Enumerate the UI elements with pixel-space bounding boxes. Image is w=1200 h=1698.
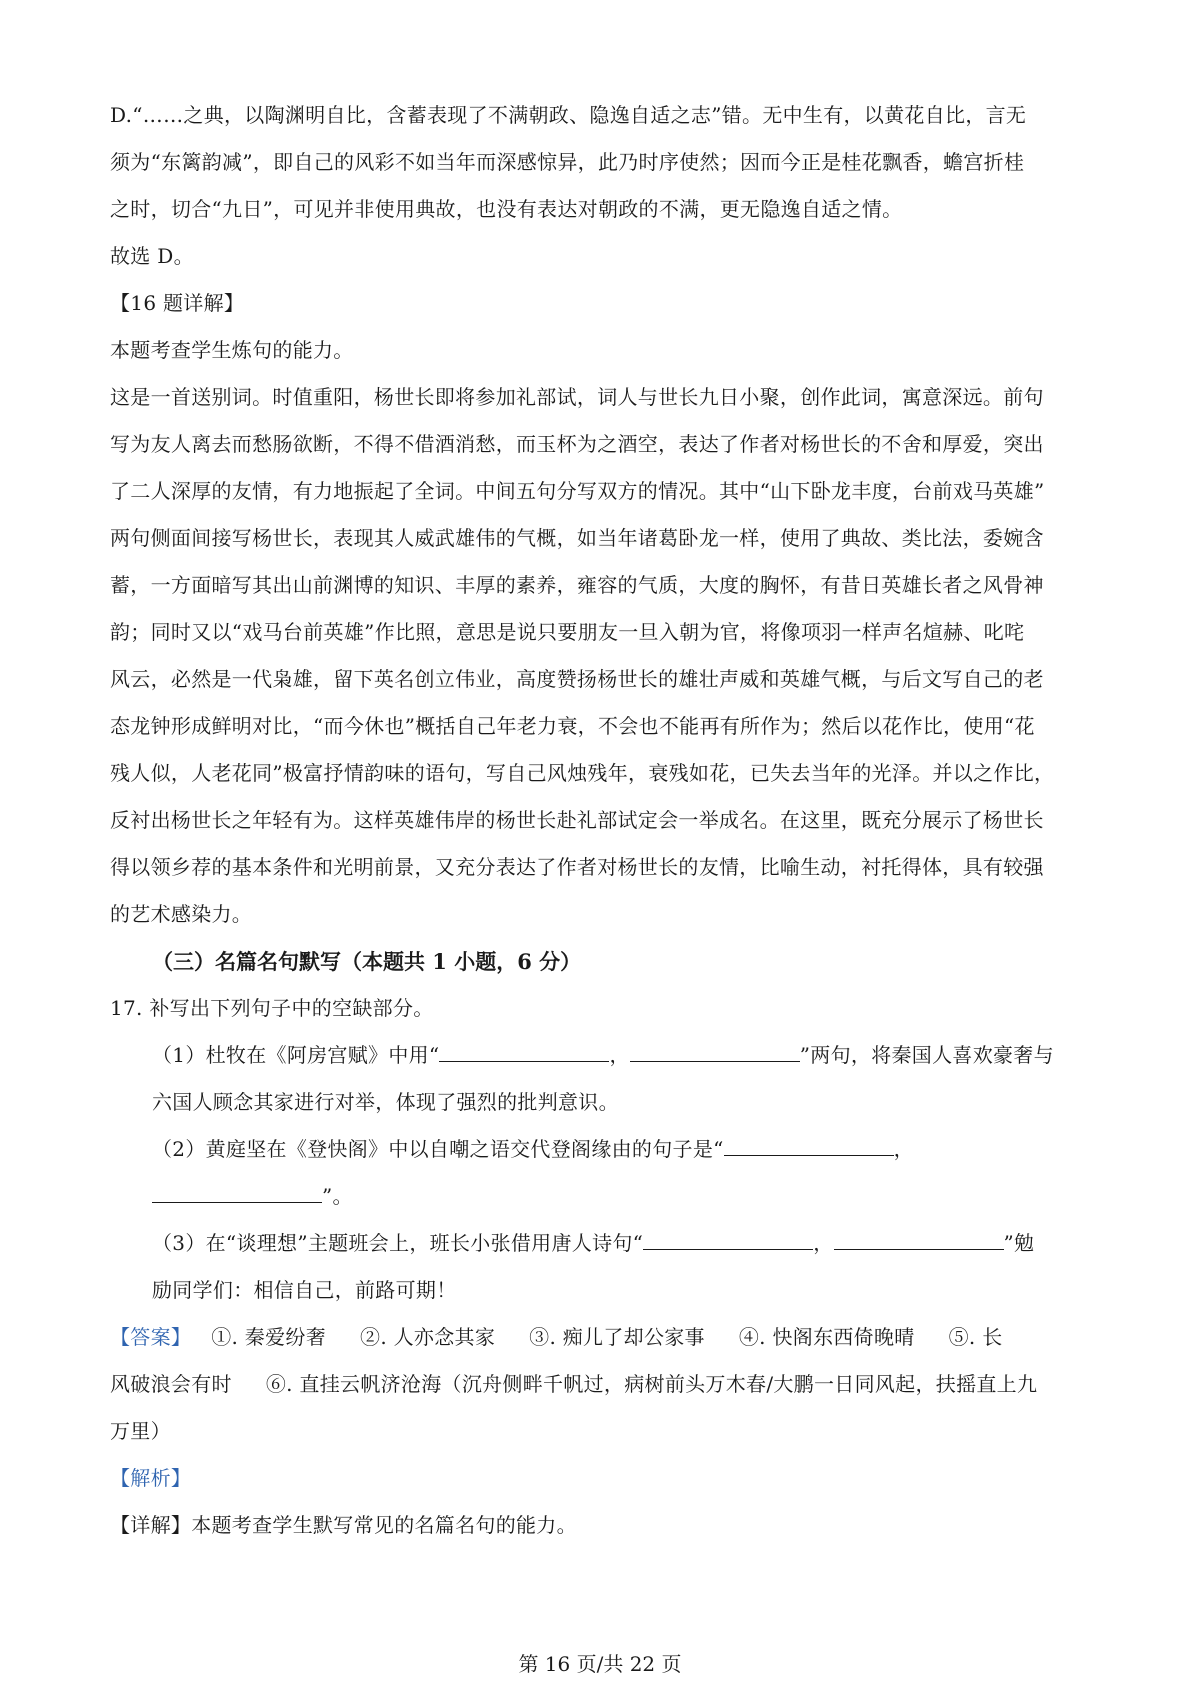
answer-blank[interactable] [724,1129,894,1156]
answer-line: 万里） [110,1419,171,1443]
q16-intro: 本题考查学生炼句的能力。 [110,338,354,362]
q17-item2-end: ”。 [322,1184,353,1208]
q15-d-line3: 之时，切合“九日”，可见并非使用典故，也没有表达对朝政的不满，更无隐逸自适之情。 [110,197,903,221]
answer-blank[interactable] [630,1035,800,1062]
answer-item: ①. 秦爱纷奢 [211,1325,327,1349]
q17-item2-cont [110,1173,1110,1220]
answer-item: ⑥. 直挂云帆济沧海（沉舟侧畔千帆过，病树前头万木春/大鹏一日同风起，扶摇直上九 [265,1372,1038,1396]
answer-blank[interactable] [439,1035,609,1062]
answer-blank[interactable] [643,1223,813,1250]
q17-item2 [110,1126,1110,1173]
document-page [110,92,1110,1549]
q17-item2-prefix: （2）黄庭坚在《登快阁》中以自嘲之语交代登阁缘由的句子是“ [152,1137,724,1161]
page-footer: 第 16 页/共 22 页 [518,1652,682,1676]
answer-tag: 【答案】 [110,1325,192,1349]
answer-line [110,1361,1110,1408]
q17-item1-prefix: （1）杜牧在《阿房宫赋》中用“ [152,1043,440,1067]
answer-item: ⑤. 长 [948,1325,1003,1349]
q17-item3 [110,1220,1110,1267]
q16-para-line: 两句侧面间接写杨世长，表现其人威武雄伟的气概，如当年诸葛卧龙一样，使用了典故、类比法，委婉含 [110,526,1044,550]
answer-item: ②. 人亦念其家 [360,1325,496,1349]
q17-item1-suffix: ”两句，将秦国人喜欢豪奢与 [799,1043,1054,1067]
q16-para-line: 了二人深厚的友情，有力地振起了全词。中间五句分写双方的情况。其中“山下卧龙丰度，台前戏马英雄” [110,479,1045,503]
q16-para-line: 韵；同时又以“戏马台前英雄”作比照，意思是说只要朋友一旦入朝为官，将像项羽一样声名煊赫、叱咤 [110,620,1025,644]
q16-para-line: 反衬出杨世长之年轻有为。这样英雄伟岸的杨世长赴礼部试定会一举成名。在这里，既充分展示了杨世长 [110,808,1044,832]
q16-para-line: 这是一首送别词。时值重阳，杨世长即将参加礼部试，词人与世长九日小聚，创作此词，寓意深远。前句 [110,385,1044,409]
q15-conclusion: 故选 D。 [110,244,194,268]
answer-blank[interactable] [834,1223,1004,1250]
answer-line [110,1314,1110,1361]
q15-d-line2: 须为“东篱韵减”，即自己的风彩不如当年而深感惊异，此乃时序使然；因而今正是桂花飘香，蟾宫折桂 [110,150,1025,174]
q17-item3-cont: 励同学们：相信自己，前路可期！ [152,1278,457,1302]
q17-item1-cont: 六国人顾念其家进行对举，体现了强烈的批判意识。 [152,1090,619,1114]
q16-para-line: 残人似，人老花同”极富抒情韵味的语句，写自己风烛残年，衰残如花，已失去当年的光泽。并以之作比， [110,761,1055,785]
q17-item2-comma: ， [893,1137,914,1161]
analysis-tag: 【解析】 [110,1466,192,1490]
q16-para-line: 风云，必然是一代枭雄，留下英名创立伟业，高度赞扬杨世长的雄壮声威和英雄气概，与后文写自己的老 [110,667,1044,691]
section-heading: （三）名篇名句默写（本题共 1 小题，6 分） [152,949,582,974]
q16-para-line: 的艺术感染力。 [110,902,253,926]
q17-stem: 17. 补写出下列句子中的空缺部分。 [110,996,434,1020]
q17-item1-comma: ， [609,1043,630,1067]
answer-item: ③. 痴儿了却公家事 [529,1325,705,1349]
q16-para-line: 写为友人离去而愁肠欲断，不得不借酒消愁，而玉杯为之酒空，表达了作者对杨世长的不舍和厚爱，突出 [110,432,1044,456]
q17-item3-suffix: ”勉 [1003,1231,1035,1255]
q16-para-line: 蓄，一方面暗写其出山前渊博的知识、丰厚的素养，雍容的气质，大度的胸怀，有昔日英雄长者之风骨神 [110,573,1044,597]
analysis-detail: 【详解】本题考查学生默写常见的名篇名句的能力。 [110,1513,577,1537]
q17-item3-prefix: （3）在“谈理想”主题班会上，班长小张借用唐人诗句“ [152,1231,644,1255]
q16-para-line: 得以领乡荐的基本条件和光明前景，又充分表达了作者对杨世长的友情，比喻生动，衬托得体，具有较强 [110,855,1044,879]
q17-item1 [110,1032,1110,1079]
q16-header: 【16 题详解】 [110,291,245,315]
q16-para-line: 态龙钟形成鲜明对比，“而今休也”概括自己年老力衰，不会也不能再有所作为；然后以花作比，使用“花 [110,714,1035,738]
q17-item3-comma: ， [813,1231,834,1255]
answer-blank[interactable] [152,1176,322,1203]
answer-item: 风破浪会有时 [110,1372,232,1396]
q15-d-line1: D.“……之典，以陶渊明自比，含蓄表现了不满朝政、隐逸自适之志”错。无中生有，以黄花自比，言无 [110,103,1027,127]
answer-item: ④. 快阁东西倚晚晴 [738,1325,915,1349]
